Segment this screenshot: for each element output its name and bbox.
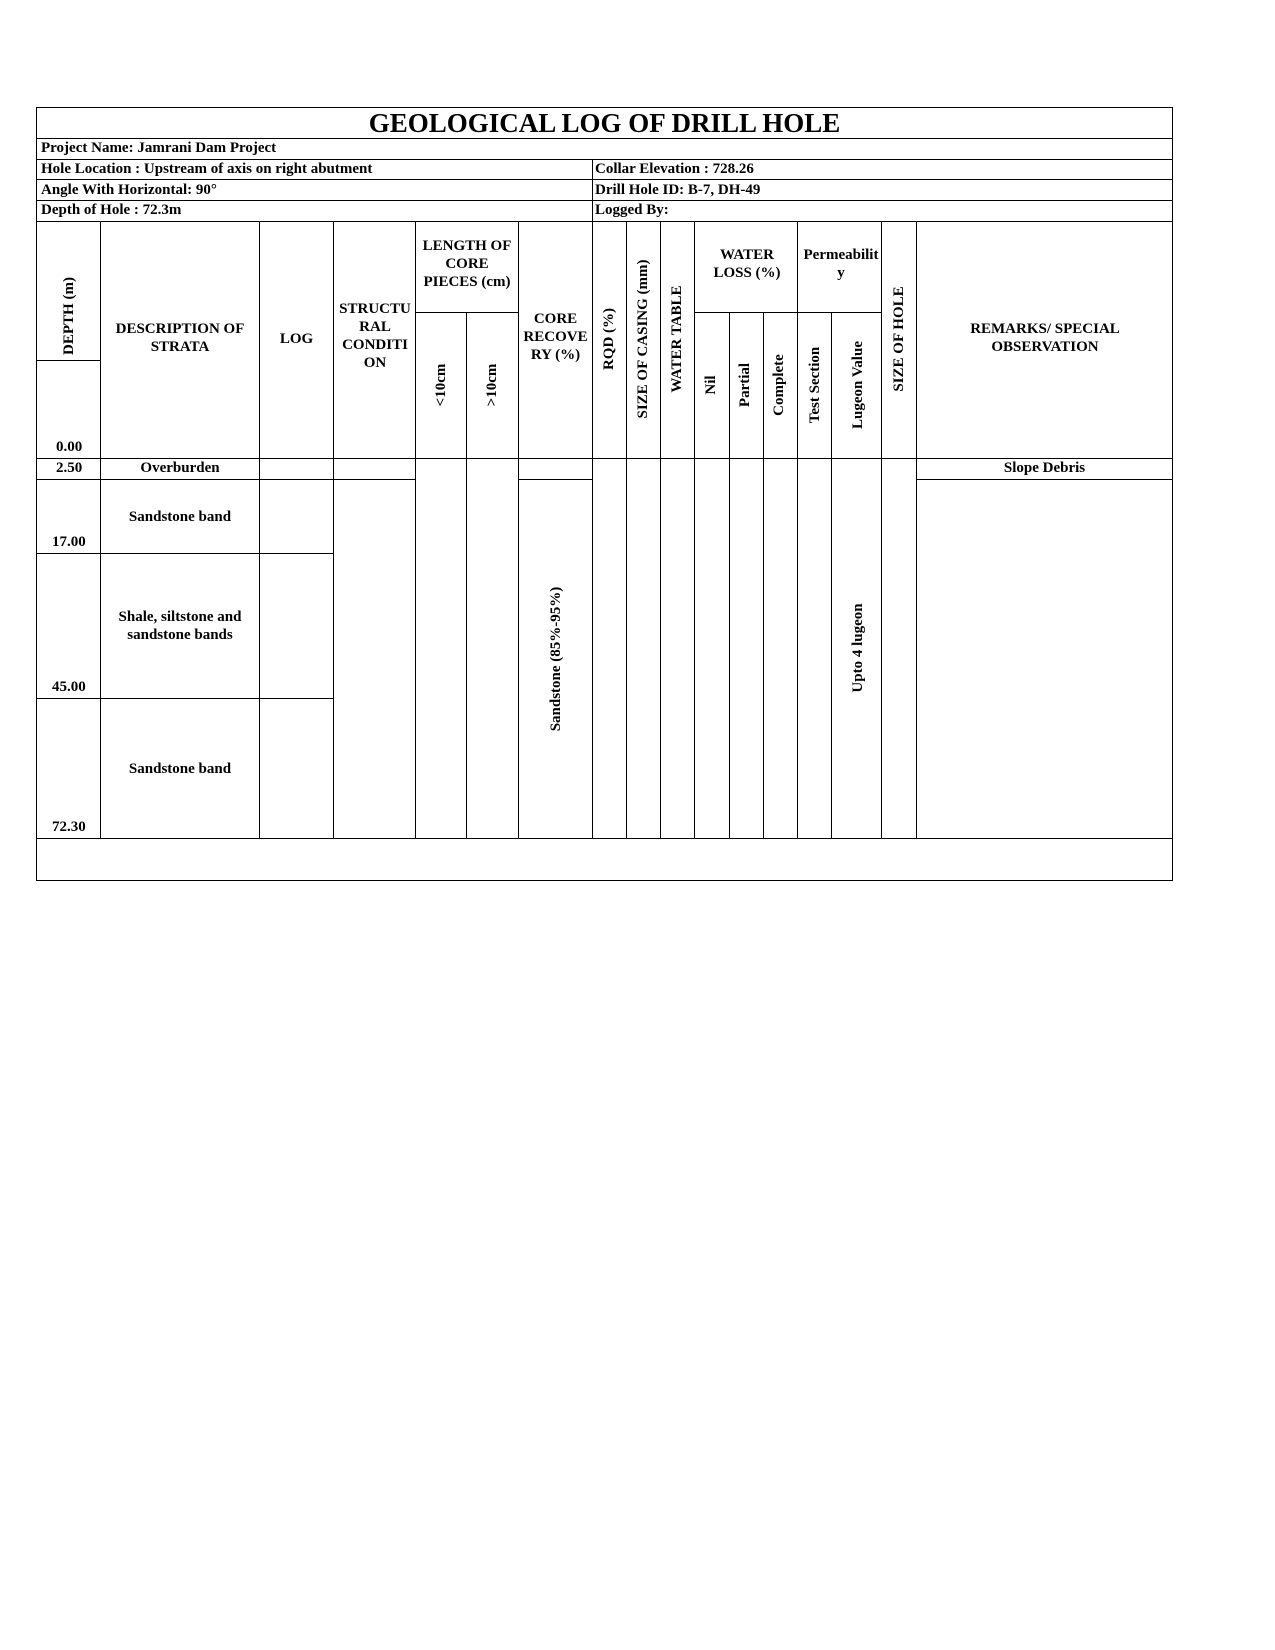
header-casing: SIZE OF CASING (mm) [635,259,651,419]
stratum-depth: 2.50 [56,460,83,476]
rule [592,159,593,221]
collar-elevation: Collar Elevation : 728.26 [595,161,754,177]
rule [466,312,467,838]
rule [36,553,334,554]
rule [763,312,764,838]
header-water-loss: WATER LOSS (%) [713,247,781,281]
drill-hole-id: Drill Hole ID: B-7, DH-49 [595,182,761,198]
rule [694,221,695,838]
rule [333,221,334,838]
rule [729,312,730,838]
rule [100,221,101,838]
stratum-depth: 45.00 [52,679,86,695]
header-log: LOG [279,331,314,347]
depth-of-hole: Depth of Hole : 72.3m [41,202,182,218]
rule [36,179,1173,180]
rule [626,221,627,838]
rule [797,221,798,838]
hole-location: Hole Location : Upstream of axis on right abutment [41,161,373,177]
rule [660,221,661,838]
header-lt10: <10cm [433,363,449,407]
rule [36,360,100,361]
rule [415,221,416,838]
rule [36,698,334,699]
header-core-recovery: CORE RECOVE RY (%) [523,311,588,363]
rule [831,312,832,838]
rule [694,312,881,313]
header-partial: Partial [737,362,753,408]
rule [36,221,1173,222]
header-description: DESCRIPTION OF STRATA [115,321,245,355]
rule [916,221,917,838]
header-length-core: LENGTH OF CORE PIECES (cm) [422,238,512,290]
rule [36,838,1173,839]
header-depth: DEPTH (m) [61,277,77,355]
remarks-slope-debris: Slope Debris [1003,460,1086,476]
stratum-depth: 17.00 [52,534,86,550]
header-nil: Nil [703,375,719,395]
header-water-table: WATER TABLE [669,285,685,393]
rule [259,221,260,838]
header-lugeon-value: Lugeon Value [850,341,866,429]
document-title: GEOLOGICAL LOG OF DRILL HOLE [368,108,841,138]
header-test-section: Test Section [807,346,823,424]
core-recovery-value: Sandstone (85%-95%) [548,586,564,732]
rule [334,479,415,480]
header-complete: Complete [771,354,787,416]
header-size-of-hole: SIZE OF HOLE [891,286,907,392]
stratum-description: Sandstone band [128,509,232,525]
border-right [1172,107,1173,881]
lugeon-value: Upto 4 lugeon [850,603,866,693]
rule [881,221,882,838]
stratum-description: Overburden [140,460,220,476]
depth-start: 0.00 [56,439,83,455]
rule [916,479,1173,480]
rule [36,479,334,480]
header-structural-condition: STRUCTU RAL CONDITI ON [339,301,411,371]
border-left [36,107,37,881]
header-permeability: Permeabilit y [803,247,879,281]
stratum-description: Sandstone band [128,761,232,777]
header-remarks: REMARKS/ SPECIAL OBSERVATION [970,321,1120,355]
header-rqd: RQD (%) [601,307,617,371]
stratum-description: Shale, siltstone and sandstone bands [118,609,242,643]
stratum-depth: 72.30 [52,819,86,835]
rule [518,479,592,480]
border-bottom [36,880,1173,881]
rule [592,221,593,838]
project-name: Project Name: Jamrani Dam Project [41,140,277,156]
logged-by: Logged By: [595,202,669,218]
angle-horizontal: Angle With Horizontal: 90° [41,182,217,198]
header-gt10: >10cm [484,363,500,407]
